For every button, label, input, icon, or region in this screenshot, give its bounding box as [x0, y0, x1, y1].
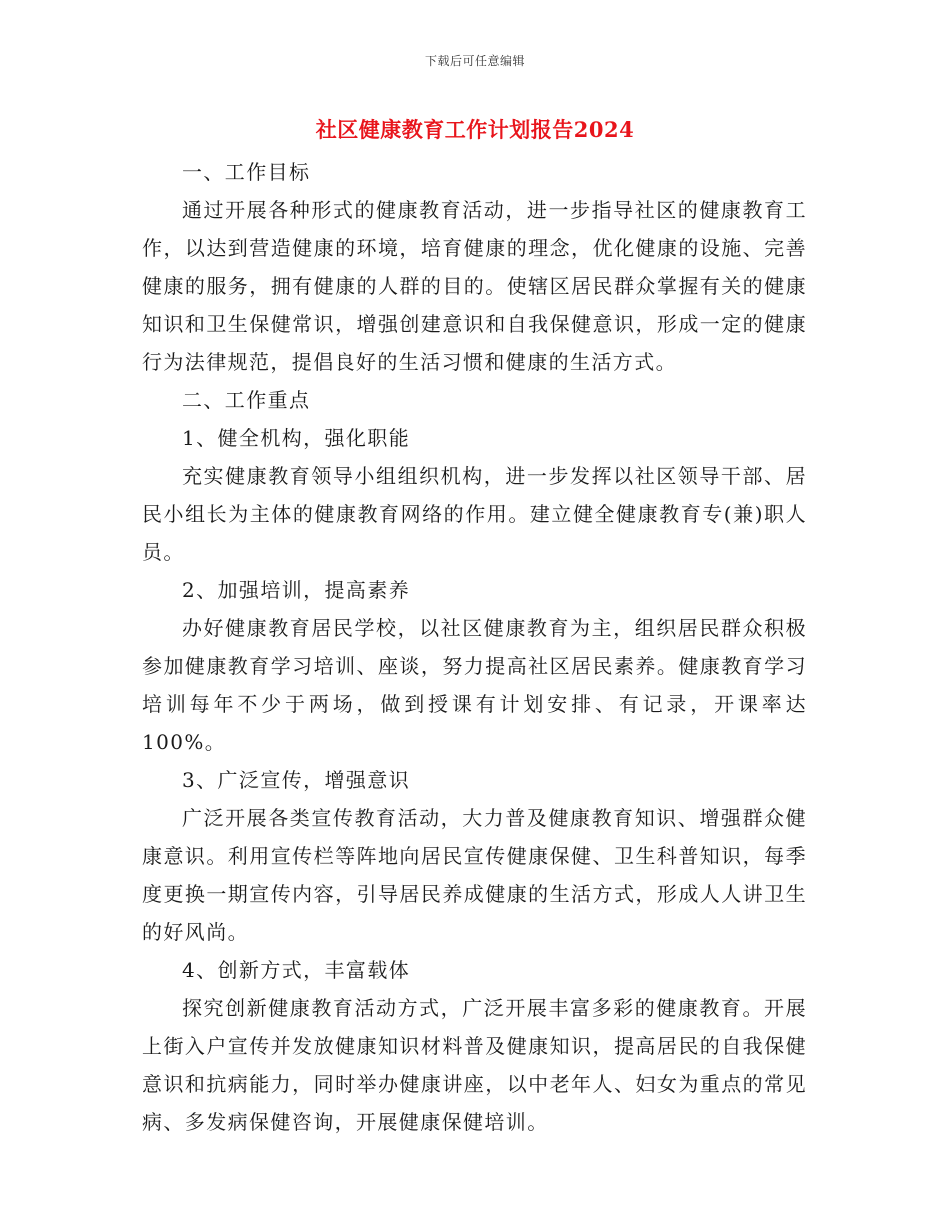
- subheading-innovation: 4、创新方式，丰富载体: [182, 958, 411, 982]
- paragraph-publicity: 广泛开展各类宣传教育活动，大力普及健康教育知识、增强群众健康意识。利用宣传栏等阵地向居民宣传健康保健、卫生科普知识，每季度更换一期宣传内容，引导居民养成健康的生活方式，形成人人讲卫生的好风尚。: [142, 806, 807, 944]
- document-title: 社区健康教育工作计划报告2024: [315, 117, 635, 142]
- page-header: 下载后可任意编辑: [424, 54, 525, 68]
- document-body: [142, 153, 807, 1141]
- subheading-organization: 1、健全机构，强化职能: [182, 426, 411, 450]
- paragraph-goals: 通过开展各种形式的健康教育活动，进一步指导社区的健康教育工作，以达到营造健康的环境，培育健康的理念，优化健康的设施、完善健康的服务，拥有健康的人群的目的。使辖区居民群众掌握有关的健康知识和卫生保健常识，增强创建意识和自我保健意识，形成一定的健康行为法律规范，提倡良好的生活习惯和健康的生活方式。: [142, 198, 807, 374]
- paragraph-organization: 充实健康教育领导小组组织机构，进一步发挥以社区领导干部、居民小组长为主体的健康教育网络的作用。建立健全健康教育专(兼)职人员。: [142, 464, 807, 564]
- subheading-training: 2、加强培训，提高素养: [182, 578, 411, 602]
- subheading-publicity: 3、广泛宣传，增强意识: [182, 768, 411, 792]
- section-heading-goals: 一、工作目标: [182, 160, 311, 184]
- section-heading-focus: 二、工作重点: [182, 388, 311, 412]
- paragraph-innovation: 探究创新健康教育活动方式，广泛开展丰富多彩的健康教育。开展上街入户宣传并发放健康知识材料普及健康知识，提高居民的自我保健意识和抗病能力，同时举办健康讲座，以中老年人、妇女为重点的常见病、多发病保健咨询，开展健康保健培训。: [142, 996, 807, 1134]
- paragraph-training: 办好健康教育居民学校，以社区健康教育为主，组织居民群众积极参加健康教育学习培训、座谈，努力提高社区居民素养。健康教育学习培训每年不少于两场，做到授课有计划安排、有记录，开课率达100%。: [142, 616, 807, 754]
